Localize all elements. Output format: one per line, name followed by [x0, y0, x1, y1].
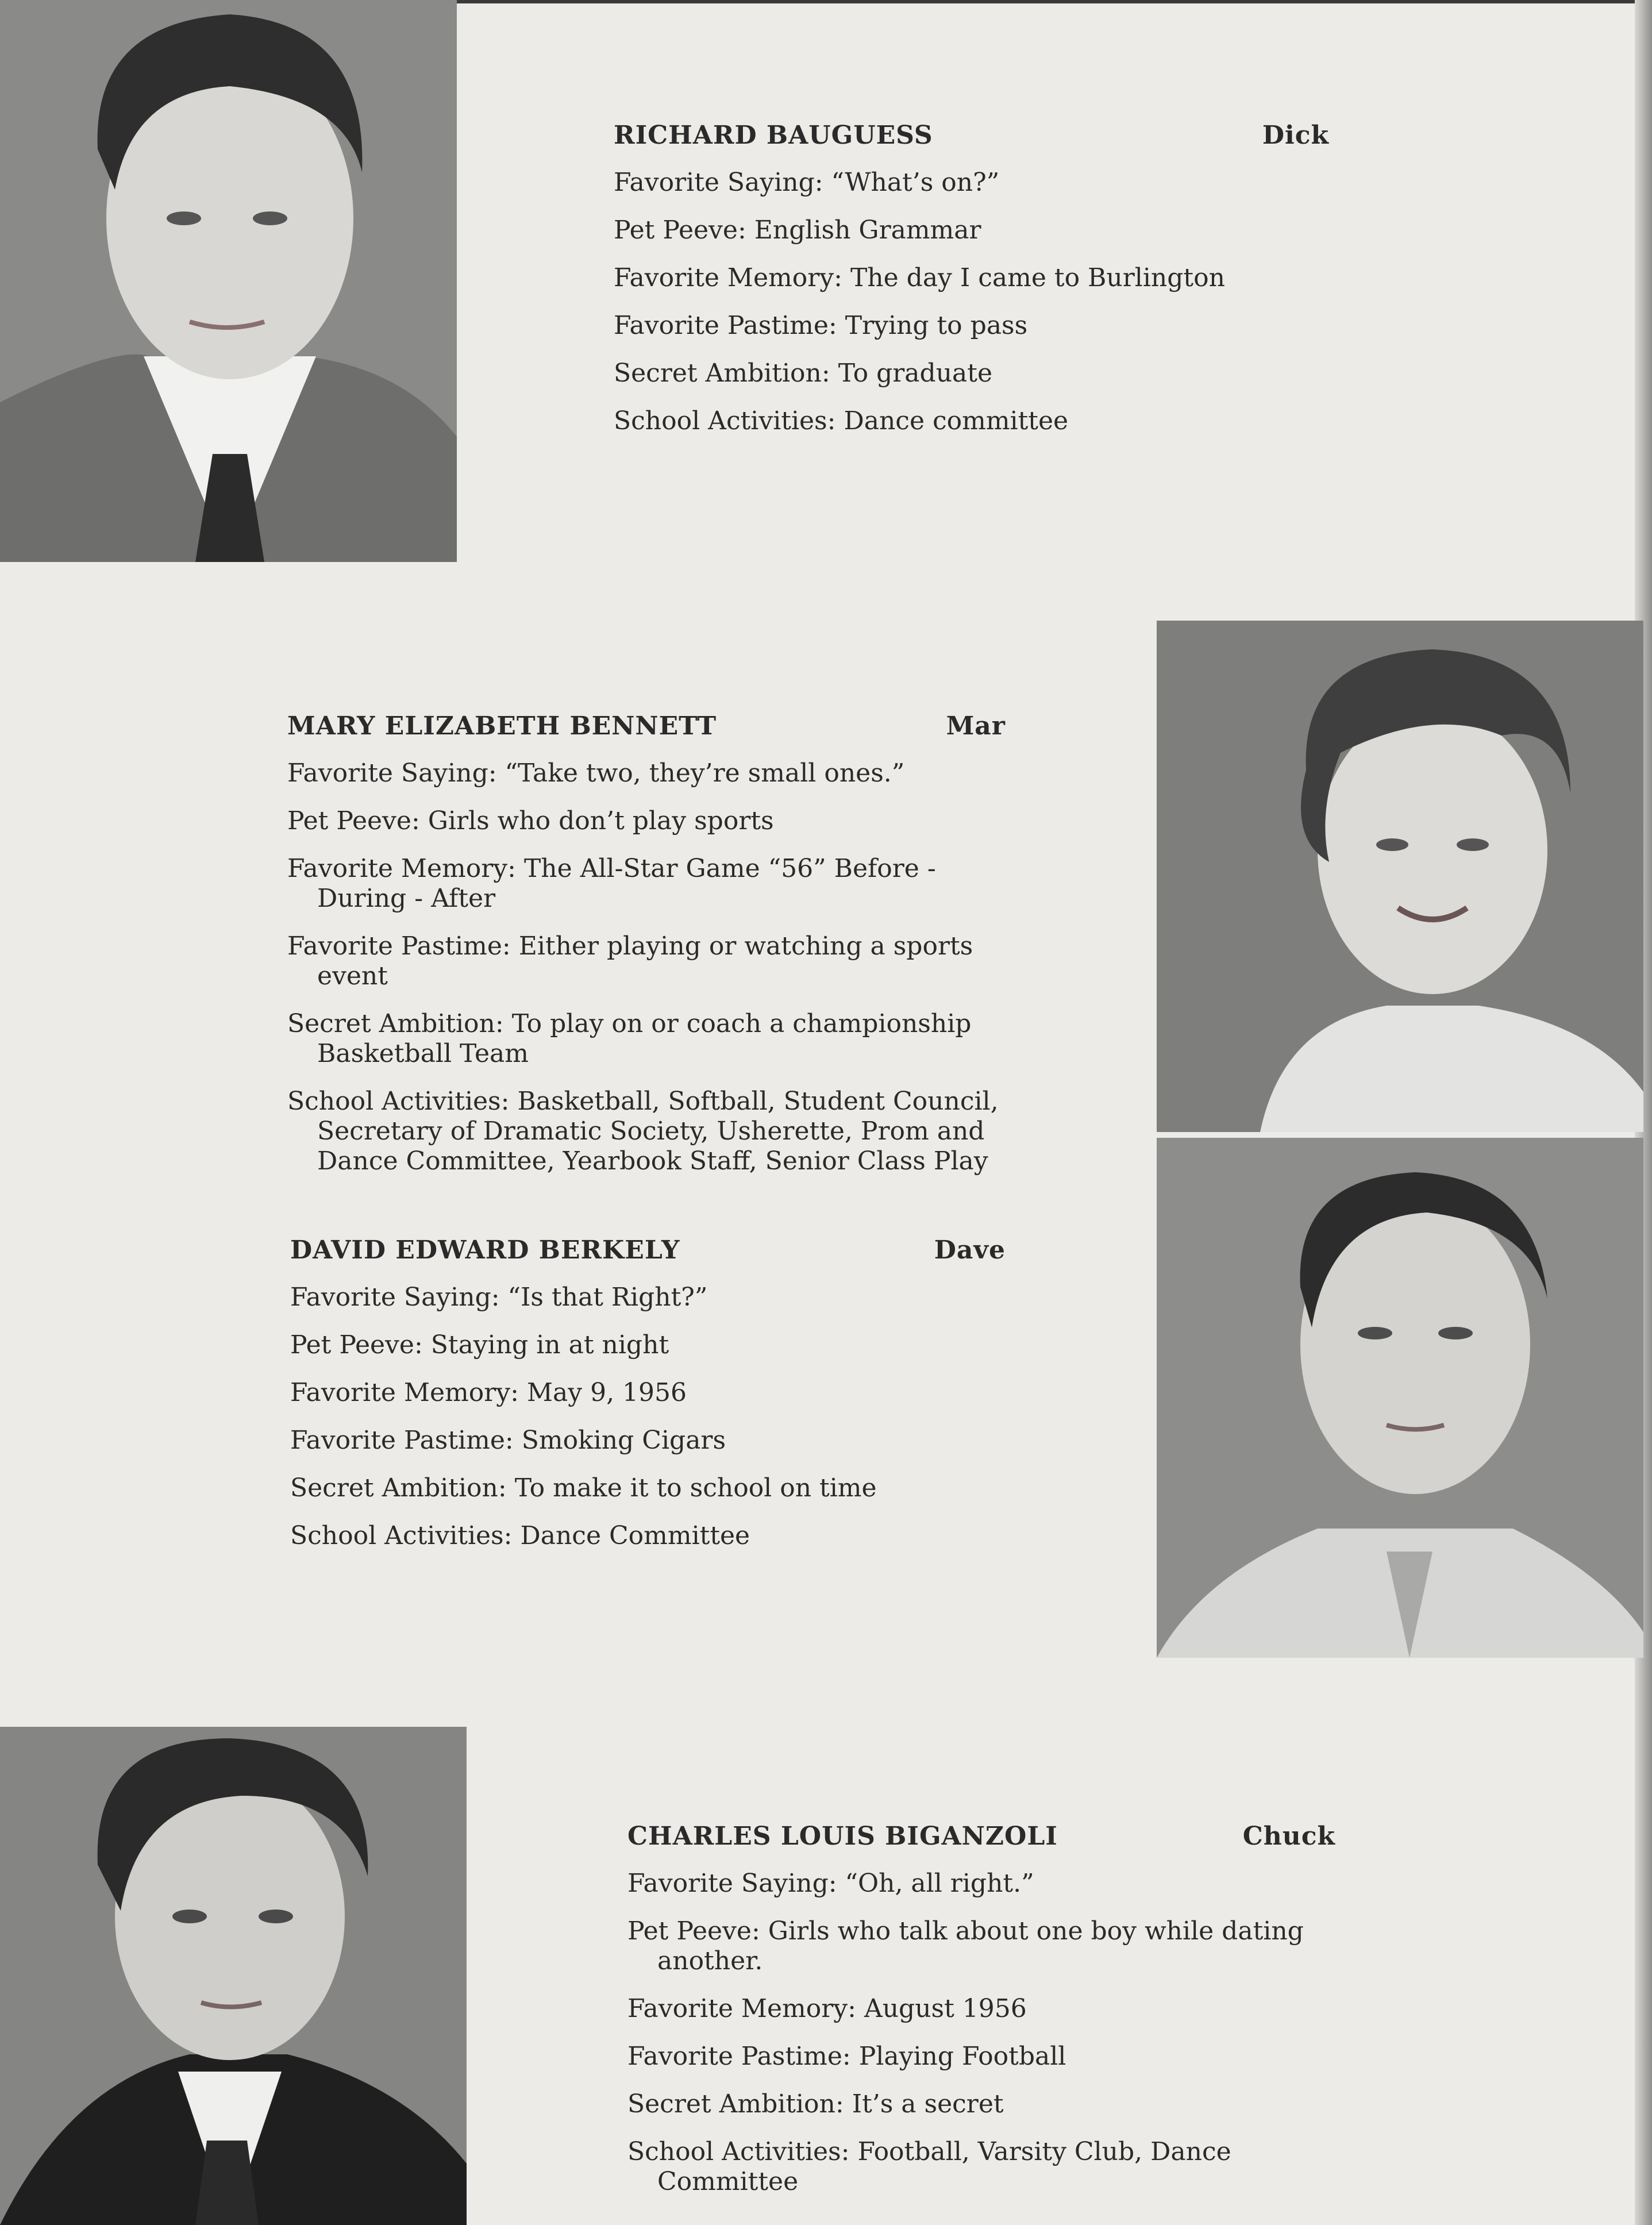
- favorite-memory: Favorite Memory: The day I came to Burlington: [614, 263, 1225, 292]
- portrait-richard-image: [0, 0, 457, 562]
- favorite-memory: Favorite Memory: May 9, 1956: [290, 1378, 687, 1407]
- favorite-pastime: Favorite Pastime: Either playing or watching a sports event: [287, 931, 973, 991]
- favorite-memory: Favorite Memory: The All-Star Game “56” Before - During - After: [287, 854, 936, 913]
- pet-peeve: Pet Peeve: Girls who talk about one boy while dating another.: [627, 1916, 1304, 1976]
- favorite-pastime: Favorite Pastime: Smoking Cigars: [290, 1426, 726, 1455]
- entry-charles-biganzoli: [627, 1822, 1335, 2215]
- school-activities: School Activities: Dance committee: [614, 406, 1069, 436]
- entry-header: [290, 1235, 1006, 1265]
- entry-header: [627, 1822, 1335, 1851]
- pet-peeve: Pet Peeve: English Grammar: [614, 215, 981, 245]
- entry-header: [614, 121, 1329, 151]
- portrait-mary-image: [1157, 621, 1643, 1132]
- secret-ambition: Secret Ambition: To make it to school on time: [290, 1473, 877, 1503]
- student-name: RICHARD BAUGUESS: [614, 121, 933, 150]
- portrait-photo-charles: [0, 1727, 467, 2225]
- student-name: DAVID EDWARD BERKELY: [290, 1235, 680, 1265]
- student-name: CHARLES LOUIS BIGANZOLI: [627, 1822, 1058, 1851]
- school-activities: School Activities: Football, Varsity Club, Dance Committee: [627, 2137, 1231, 2196]
- entry-richard-bauguess: [614, 121, 1329, 454]
- favorite-saying: Favorite Saying: “Oh, all right.”: [627, 1869, 1034, 1898]
- portrait-photo-david: [1157, 1138, 1643, 1658]
- pet-peeve: Pet Peeve: Staying in at night: [290, 1330, 669, 1360]
- student-nickname: Mar: [946, 711, 1006, 741]
- favorite-saying: Favorite Saying: “What’s on?”: [614, 168, 1000, 197]
- portrait-david-image: [1157, 1138, 1643, 1658]
- favorite-saying: Favorite Saying: “Take two, they’re small ones.”: [287, 759, 905, 788]
- entry-mary-bennett: [287, 711, 1006, 1194]
- school-activities: School Activities: Dance Committee: [290, 1521, 750, 1550]
- entry-header: [287, 711, 1006, 741]
- secret-ambition: Secret Ambition: It’s a secret: [627, 2089, 1004, 2119]
- pet-peeve: Pet Peeve: Girls who don’t play sports: [287, 806, 774, 836]
- favorite-pastime: Favorite Pastime: Trying to pass: [614, 311, 1028, 340]
- student-nickname: Chuck: [1242, 1822, 1335, 1851]
- school-activities: School Activities: Basketball, Softball, Student Council, Secretary of Dramatic Society, Usherette, Prom and Dance Committee, Yearbook Staff, Senior Class Play: [287, 1087, 999, 1176]
- student-nickname: Dave: [934, 1235, 1006, 1265]
- portrait-photo-mary: [1157, 621, 1643, 1132]
- favorite-pastime: Favorite Pastime: Playing Football: [627, 2042, 1066, 2071]
- favorite-saying: Favorite Saying: “Is that Right?”: [290, 1283, 708, 1312]
- student-name: MARY ELIZABETH BENNETT: [287, 711, 717, 741]
- favorite-memory: Favorite Memory: August 1956: [627, 1994, 1027, 2023]
- portrait-photo-richard: [0, 0, 457, 562]
- entry-david-berkely: [290, 1235, 1006, 1569]
- portrait-charles-image: [0, 1727, 467, 2225]
- secret-ambition: Secret Ambition: To play on or coach a championship Basketball Team: [287, 1009, 972, 1068]
- student-nickname: Dick: [1262, 121, 1329, 150]
- secret-ambition: Secret Ambition: To graduate: [614, 359, 992, 388]
